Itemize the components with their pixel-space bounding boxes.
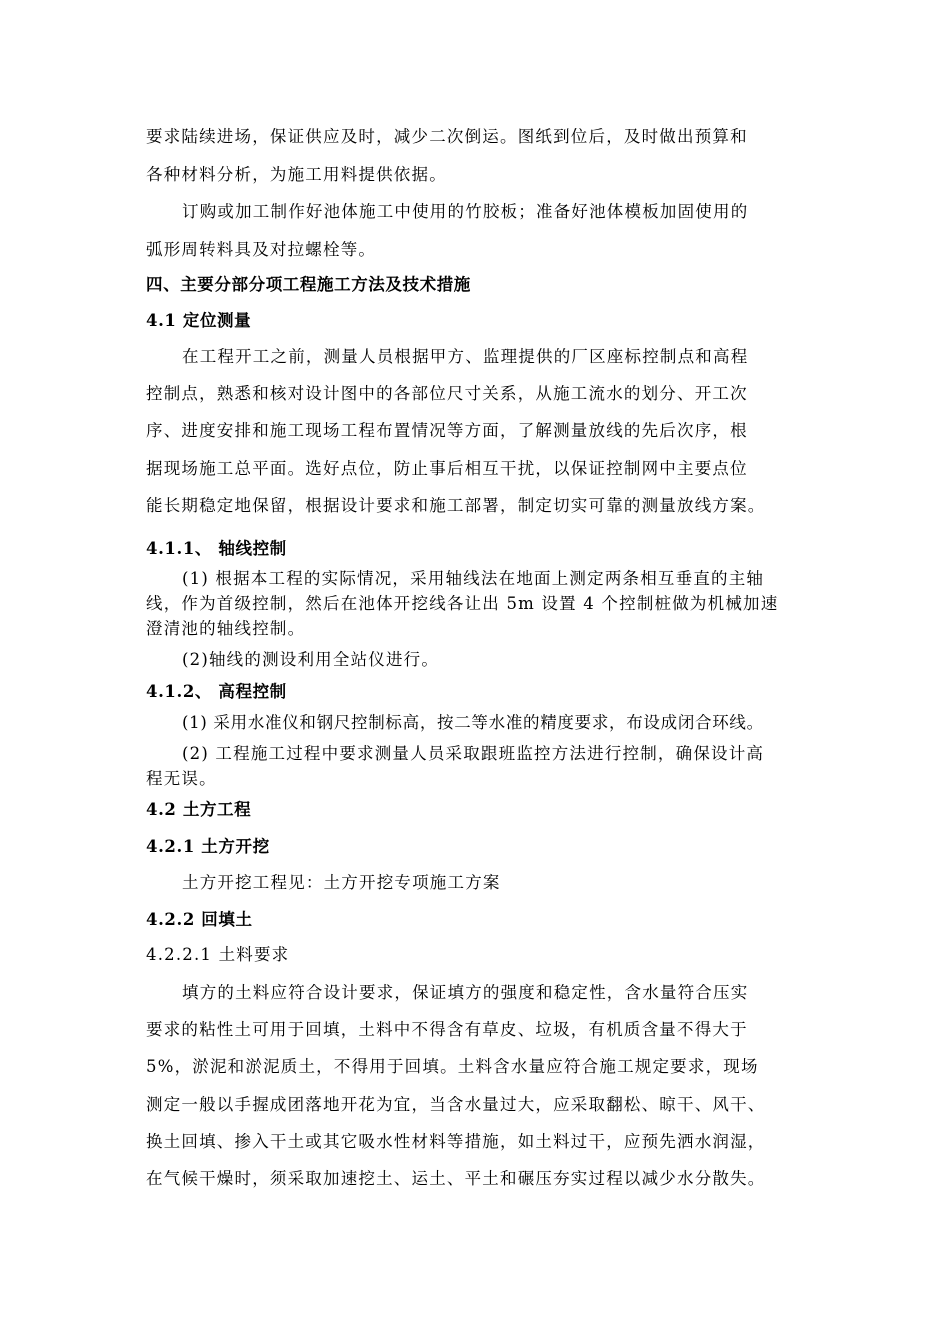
intro-para-line: 各种材料分析，为施工用料提供依据。 — [146, 165, 447, 184]
section-4-2-1-para: 土方开挖工程见：土方开挖专项施工方案 — [182, 873, 501, 892]
section-4-heading: 四、主要分部分项工程施工方法及技术措施 — [146, 275, 471, 294]
section-4-1-para-line: 能长期稳定地保留，根据设计要求和施工部署，制定切实可靠的测量放线方案。 — [146, 496, 766, 515]
section-4-2-2-1-para-line: 要求的粘性土可用于回填，土料中不得含有草皮、垃圾，有机质含量不得大于 — [146, 1020, 748, 1039]
section-4-2-1-heading: 4.2.1 土方开挖 — [146, 837, 270, 856]
section-4-2-2-1-para-line: 在气候干燥时，须采取加速挖土、运土、平土和碾压夯实过程以减少水分散失。 — [146, 1169, 766, 1188]
section-4-2-heading: 4.2 土方工程 — [146, 800, 252, 819]
section-4-1-heading: 4.1 定位测量 — [146, 311, 252, 330]
section-4-1-2-heading: 4.1.2、 高程控制 — [146, 682, 287, 701]
section-4-1-1-heading: 4.1.1、 轴线控制 — [146, 539, 287, 558]
section-4-2-2-1-heading: 4.2.2.1 土料要求 — [146, 945, 290, 964]
section-4-1-1-item-line: 线，作为首级控制，然后在池体开挖线各让出 5m 设置 4 个控制桩做为机械加速 — [146, 594, 779, 613]
intro-para-line: 要求陆续进场，保证供应及时，减少二次倒运。图纸到位后，及时做出预算和 — [146, 127, 748, 146]
section-4-1-2-item-line: (2) 工程施工过程中要求测量人员采取跟班监控方法进行控制，确保设计高 — [182, 744, 765, 763]
section-4-2-2-1-para-line: 填方的土料应符合设计要求，保证填方的强度和稳定性，含水量符合压实 — [182, 983, 749, 1002]
section-4-2-2-1-para-line: 5%，淤泥和淤泥质土，不得用于回填。土料含水量应符合施工规定要求，现场 — [146, 1057, 759, 1076]
formwork-para-line: 弧形周转料具及对拉螺栓等。 — [146, 240, 377, 259]
formwork-para-line: 订购或加工制作好池体施工中使用的竹胶板；准备好池体模板加固使用的 — [182, 202, 749, 221]
section-4-2-2-1-para-line: 测定一般以手握成团落地开花为宜，当含水量过大，应采取翻松、晾干、风干、 — [146, 1095, 766, 1114]
section-4-1-1-item-line: (1) 根据本工程的实际情况，采用轴线法在地面上测定两条相互垂直的主轴 — [182, 569, 765, 588]
section-4-1-para-line: 控制点，熟悉和核对设计图中的各部位尺寸关系，从施工流水的划分、开工次 — [146, 384, 748, 403]
section-4-1-2-item-1: (1) 采用水准仪和钢尺控制标高，按二等水准的精度要求，布设成闭合环线。 — [182, 713, 764, 732]
section-4-1-2-item-line: 程无误。 — [146, 769, 217, 788]
section-4-1-1-item-line: 澄清池的轴线控制。 — [146, 619, 306, 638]
section-4-1-1-item-2: (2)轴线的测设利用全站仪进行。 — [182, 650, 440, 669]
section-4-1-para-line: 序、进度安排和施工现场工程布置情况等方面，了解测量放线的先后次序，根 — [146, 421, 748, 440]
section-4-1-para-line: 在工程开工之前，测量人员根据甲方、监理提供的厂区座标控制点和高程 — [182, 347, 749, 366]
section-4-2-2-heading: 4.2.2 回填土 — [146, 910, 253, 929]
section-4-2-2-1-para-line: 换土回填、掺入干土或其它吸水性材料等措施，如土料过干，应预先洒水润湿， — [146, 1132, 766, 1151]
section-4-1-para-line: 据现场施工总平面。选好点位，防止事后相互干扰，以保证控制网中主要点位 — [146, 459, 748, 478]
